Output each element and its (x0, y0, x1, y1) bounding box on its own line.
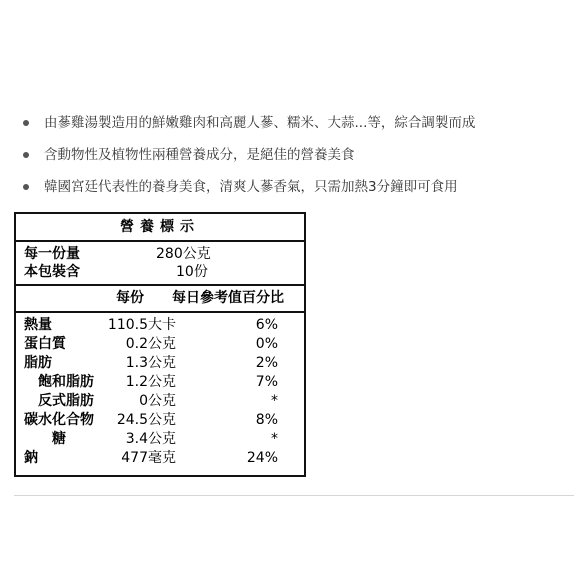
serving-info (16, 242, 304, 286)
feature-item (20, 176, 570, 208)
nutrient-amount: 0.2公克 (125, 336, 176, 352)
servings-value: 10份 (176, 264, 208, 280)
nutrient-amount: 477毫克 (121, 450, 176, 466)
nutrition-facts-table (14, 212, 306, 477)
nutrient-row (16, 411, 304, 430)
nutrient-amount: 110.5大卡 (107, 317, 176, 333)
nutrient-daily-percent: 2% (255, 355, 278, 371)
nutrient-amount: 1.2公克 (125, 374, 176, 390)
nutrient-daily-percent: 6% (255, 317, 278, 333)
nutrient-row (16, 354, 304, 373)
nutrient-name: 脂肪 (24, 355, 52, 371)
nutrient-row (16, 430, 304, 449)
daily-value-header: 每日參考值百分比 (172, 290, 284, 306)
nutrient-name: 碳水化合物 (24, 412, 94, 428)
serving-size-value: 280公克 (156, 246, 211, 262)
feature-list (20, 112, 570, 208)
nutrient-amount: 1.3公克 (125, 355, 176, 371)
bullet-dot-icon (23, 152, 29, 158)
nutrient-daily-percent: * (271, 431, 278, 447)
nutrient-row (16, 316, 304, 335)
nutrient-daily-percent: 7% (255, 374, 278, 390)
nutrient-name: 蛋白質 (24, 336, 66, 352)
nutrient-daily-percent: 8% (255, 412, 278, 428)
bullet-dot-icon (23, 184, 29, 190)
nutrient-amount: 3.4公克 (125, 431, 176, 447)
feature-text: 韓國宮廷代表性的養身美食，清爽人蔘香氣，只需加熱3分鐘即可食用 (44, 179, 458, 195)
bullet-dot-icon (23, 120, 29, 126)
nutrient-row (16, 335, 304, 354)
nutrient-daily-percent: 24% (246, 450, 278, 466)
feature-text: 由蔘雞湯製造用的鮮嫩雞肉和高麗人蔘、糯米、大蒜...等，綜合調製而成 (44, 115, 476, 131)
nutrient-row (16, 449, 304, 468)
nutrient-name: 糖 (52, 431, 66, 447)
per-serving-header: 每份 (116, 290, 144, 306)
nutrient-name: 反式脂肪 (38, 393, 94, 409)
section-divider (14, 495, 574, 496)
nutrient-name: 熱量 (24, 317, 52, 333)
nutrient-row (16, 392, 304, 411)
nutrient-name: 鈉 (24, 450, 38, 466)
feature-item (20, 112, 570, 144)
nutrient-amount: 24.5公克 (116, 412, 176, 428)
nutrient-daily-percent: 0% (255, 336, 278, 352)
feature-item (20, 144, 570, 176)
nutrient-amount: 0公克 (139, 393, 176, 409)
column-headers (16, 286, 304, 313)
feature-text: 含動物性及植物性兩種營養成分，是絕佳的營養美食 (44, 147, 355, 163)
nutrient-rows (16, 313, 304, 468)
serving-size-label: 每一份量 (24, 246, 80, 262)
nutrient-row (16, 373, 304, 392)
nutrient-daily-percent: * (271, 393, 278, 409)
nutrition-title: 營養標示 (16, 214, 304, 242)
nutrient-name: 飽和脂肪 (38, 374, 94, 390)
servings-label: 本包裝含 (24, 264, 80, 280)
